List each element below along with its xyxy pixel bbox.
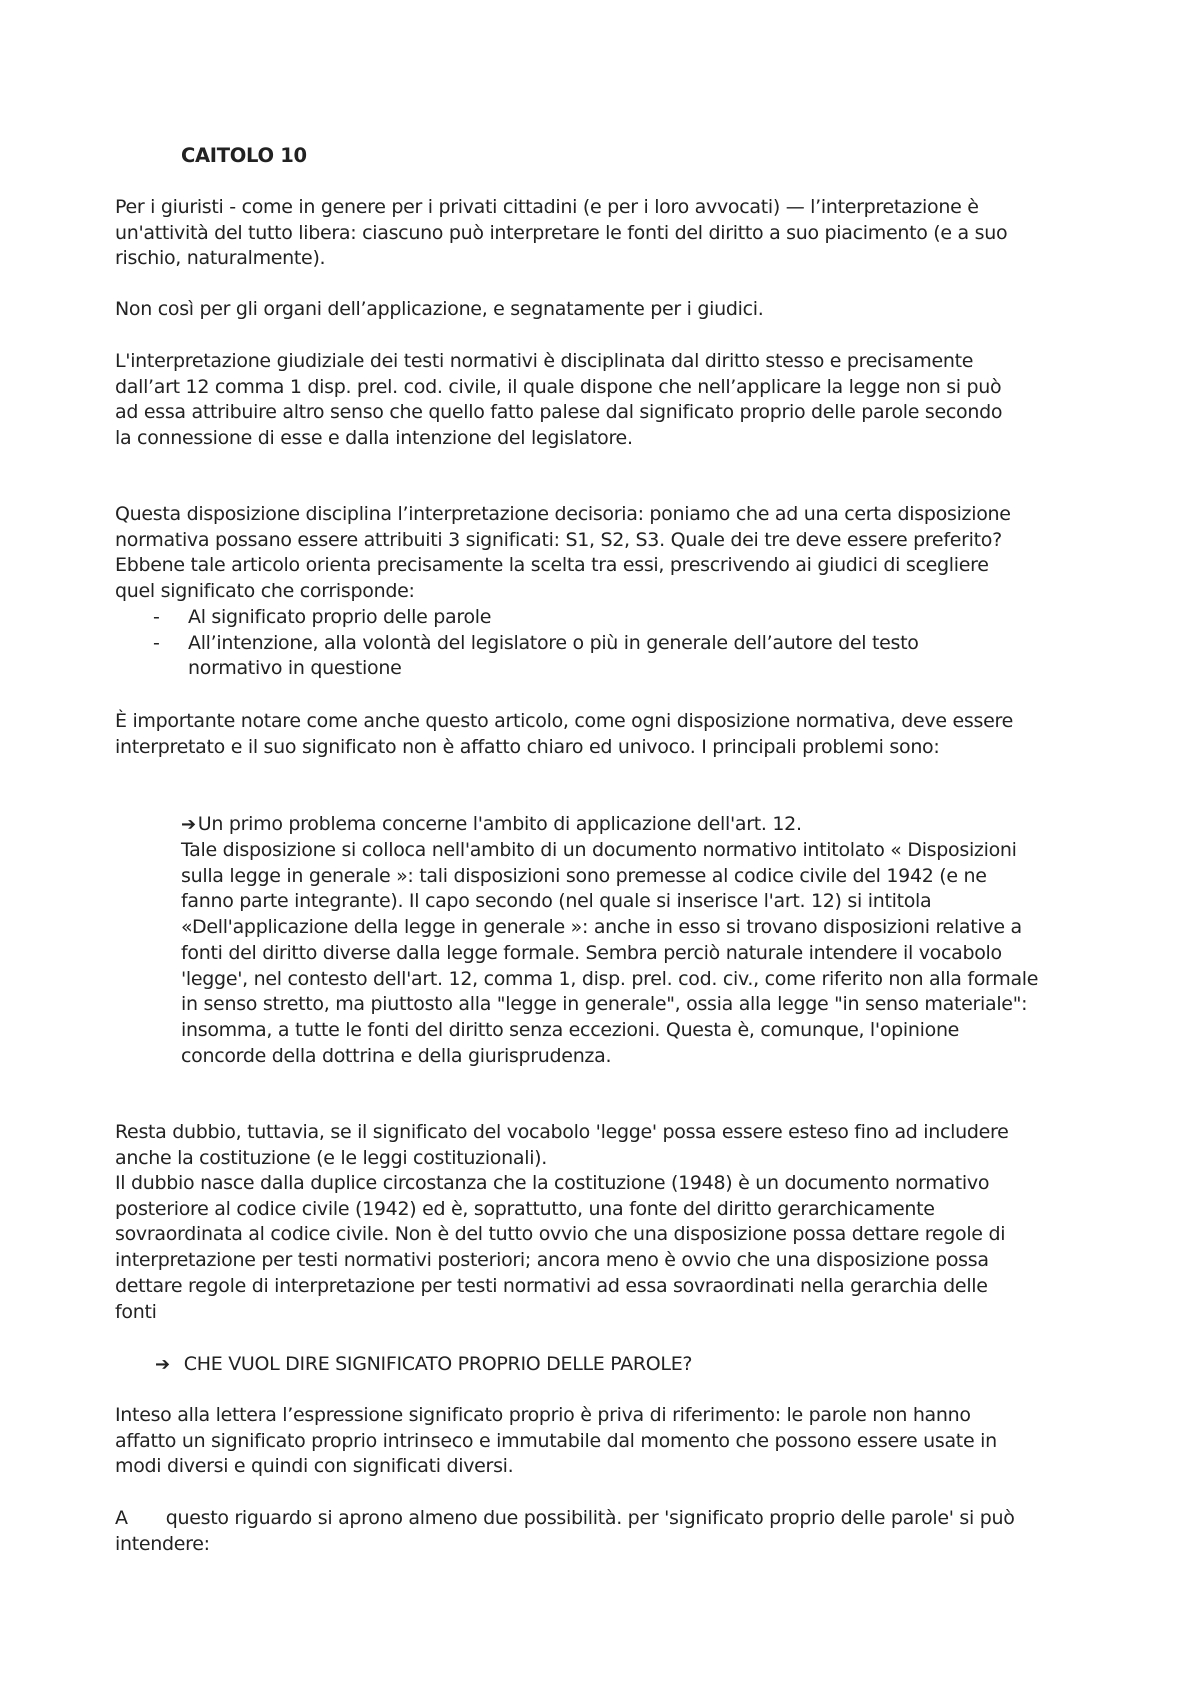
criteria-list [115, 605, 1015, 682]
paragraph-organs: Non così per gli organi dell’applicazione, e segnatamente per i giudici. [115, 298, 764, 320]
list-bullet: - [153, 631, 160, 654]
paragraph-decisoria: Questa disposizione disciplina l’interpretazione decisoria: poniamo che ad una certa disposizione normativa possano essere attribuiti 3 significati: S1, S2, S3. Quale dei tre deve essere preferito? Ebbene tale articolo orienta precisamente la scelta tra essi, prescrivendo ai giudici di scegliere quel significato che corrisponde: [115, 503, 1011, 603]
paragraph-letter: A [115, 1507, 128, 1529]
paragraph-constitution: Il dubbio nasce dalla duplice circostanza che la costituzione (1948) è un documento normativo posteriore al codice civile (1942) ed è, soprattutto, una fonte del diritto gerarchicamente sovraordinata al codice civile. Non è del tutto ovvio che una disposizione possa dettare regole di interpretazione per testi normativi posteriori; ancora meno è ovvio che una disposizione possa dettare regole di interpretazione per testi normativi ad essa sovraordinati nella gerarchia delle fonti [115, 1172, 1006, 1323]
paragraph-doubt: Resta dubbio, tuttavia, se il significato del vocabolo 'legge' possa essere esteso fino ad includere anche la costituzione (e le leggi costituzionali). [115, 1121, 1009, 1169]
list-item [115, 605, 1015, 631]
problem1-body: Tale disposizione si colloca nell'ambito di un documento normativo intitolato « Disposizioni sulla legge in generale »: tali disposizioni sono premesse al codice civile del 1942 (e ne fanno parte integrante). Il capo secondo (nel quale si inserisce l'art. 12) si intitola «Dell'applicazione della legge in generale »: anche in esso si trovano disposizioni relative a fonti del diritto diverse dalla legge formale. Sembra perciò naturale intendere il vocabolo 'legge', nel contesto dell'art. 12, comma 1, disp. prel. cod. civ., come riferito non alla formale in senso stretto, ma piuttosto alla "legge in generale", ossia alla legge "in senso materiale": insomma, a tutte le fonti del diritto senza eccezioni. Questa è, comunque, l'opinione concorde della dottrina e della giurisprudenza. [181, 839, 1039, 1067]
paragraph-literal: Inteso alla lettera l’espressione significato proprio è priva di riferimento: le parole non hanno affatto un significato proprio intrinseco e immutabile dal momento che possono essere usate in modi diversi e quindi con significati diversi. [115, 1404, 997, 1478]
paragraph-intro: Per i giuristi - come in genere per i privati cittadini (e per i loro avvocati) — l’interpretazione è un'attività del tutto libera: ciascuno può interpretare le fonti del diritto a suo piacimento (e a suo rischio, naturalmente). [115, 196, 1008, 270]
chapter-title: CAITOLO 10 [181, 144, 307, 167]
list-item [115, 631, 1015, 682]
arrow-right-icon: ➔ [181, 814, 196, 835]
paragraph-problems: È importante notare come anche questo articolo, come ogni disposizione normativa, deve essere interpretato e il suo significato non è affatto chiaro ed univoco. I principali problemi sono: [115, 710, 1013, 758]
section-heading-text: CHE VUOL DIRE SIGNIFICATO PROPRIO DELLE PAROLE? [183, 1353, 693, 1375]
arrow-right-icon: ➔ [155, 1354, 170, 1375]
section-heading [155, 1352, 692, 1378]
paragraph-art12: L'interpretazione giudiziale dei testi normativi è disciplinata dal diritto stesso e precisamente dall’art 12 comma 1 disp. prel. cod. civile, il quale dispone che nell’applicare la legge non si può ad essa attribuire altro senso che quello fatto palese dal significato proprio delle parole secondo la connessione di esse e dalla intenzione del legislatore. [115, 350, 1003, 450]
list-bullet: - [153, 606, 160, 628]
paragraph-possibilities [115, 1506, 1015, 1557]
problem1-title [181, 812, 1041, 838]
problem1-title-text: Un primo problema concerne l'ambito di applicazione dell'art. 12. [197, 813, 802, 835]
paragraph-possibilities-text: questo riguardo si aprono almeno due possibilità. per 'significato proprio delle parole' si può intendere: [115, 1507, 1015, 1555]
list-item-text: Al significato proprio delle parole [188, 606, 492, 628]
list-item-text: All’intenzione, alla volontà del legislatore o più in generale dell’autore del testo normativo in questione [188, 631, 919, 680]
